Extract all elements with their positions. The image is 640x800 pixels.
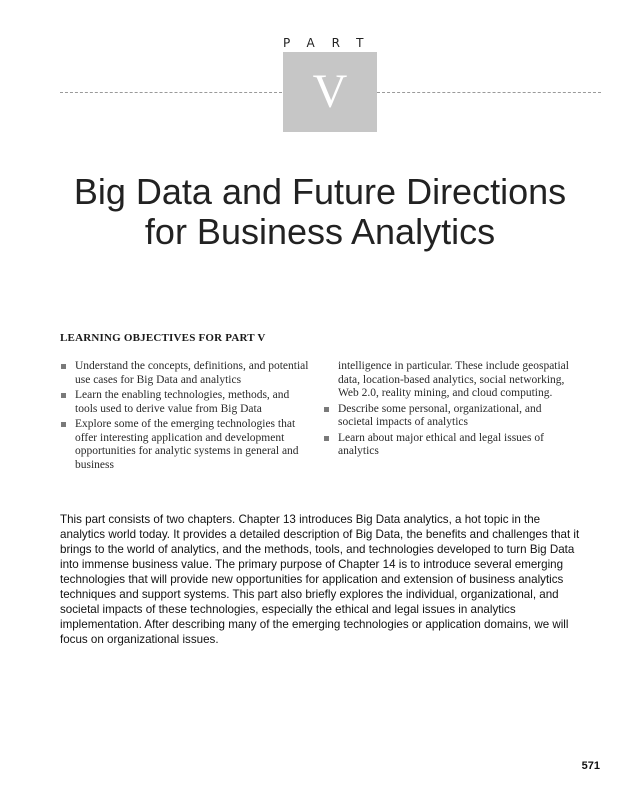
learning-objective-item xyxy=(60,360,310,387)
square-bullet-icon xyxy=(324,436,329,441)
learning-objective-text: Explore some of the emerging technologies that offer interesting application and development opportunities for analytic systems in general and business xyxy=(75,418,299,471)
learning-objectives-column-left xyxy=(60,360,310,474)
square-bullet-icon xyxy=(61,393,66,398)
learning-objective-continuation xyxy=(323,360,573,401)
part-numeral: V xyxy=(312,65,348,118)
part-number-box xyxy=(283,52,377,132)
learning-objective-item xyxy=(323,432,573,459)
divider-left xyxy=(60,92,282,93)
intro-paragraph: This part consists of two chapters. Chapter 13 introduces Big Data analytics, a hot topic in the analytics world today. It provides a detailed description of Big Data, the benefits and challenges that it brings to the world of analytics, and the methods, tools, and technologies developed to turn Big Data into immense business value. The primary purpose of Chapter 14 is to introduce several emerging technologies that will provide new opportunities for application and extension of business analytics techniques and support systems. This part also briefly explores the individual, organizational, and societal impacts of these technologies, especially the ethical and legal issues in analytics implementation. After describing many of the emerging technologies or application domains, we will focus on organizational issues. xyxy=(60,513,580,646)
part-label: PART xyxy=(283,36,381,50)
learning-objective-item xyxy=(60,389,310,416)
chapter-title xyxy=(40,172,600,252)
learning-objective-text: Describe some personal, organizational, and societal impacts of analytics xyxy=(338,402,542,428)
square-bullet-icon xyxy=(61,364,66,369)
learning-objective-text: Understand the concepts, definitions, and potential use cases for Big Data and analytics xyxy=(75,360,309,386)
divider-right xyxy=(377,92,601,93)
title-line-2: for Business Analytics xyxy=(144,211,496,252)
learning-objective-item xyxy=(60,418,310,472)
learning-objectives-column-right xyxy=(323,360,573,461)
learning-objective-text: intelligence in particular. These include geospatial data, location-based analytics, social networking, Web 2.0, reality mining, and cloud computing. xyxy=(338,360,569,399)
square-bullet-icon xyxy=(324,407,329,412)
learning-objective-text: Learn the enabling technologies, methods, and tools used to derive value from Big Data xyxy=(75,389,290,415)
square-bullet-icon xyxy=(61,422,66,427)
page-number: 571 xyxy=(581,760,600,772)
learning-objectives-heading: LEARNING OBJECTIVES FOR PART V xyxy=(60,332,266,344)
title-line-1: Big Data and Future Directions xyxy=(73,171,567,212)
learning-objective-item xyxy=(323,403,573,430)
learning-objective-text: Learn about major ethical and legal issues of analytics xyxy=(338,431,544,457)
